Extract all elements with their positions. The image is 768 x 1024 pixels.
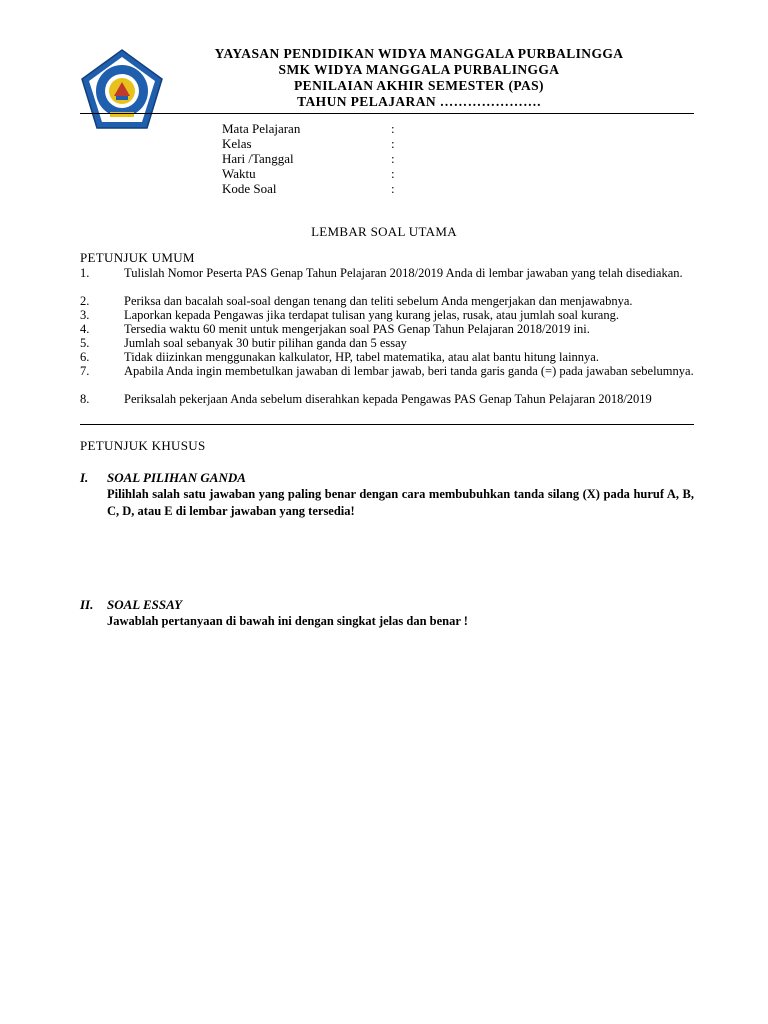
main-title: LEMBAR SOAL UTAMA (311, 224, 457, 239)
section-number-2: II. (80, 597, 94, 612)
instruction-item: Tulislah Nomor Peserta PAS Genap Tahun Pelajaran 2018/2019 Anda di lembar jawaban yang telah disediakan. (124, 266, 683, 280)
instruction-item: Periksalah pekerjaan Anda sebelum diserahkan kepada Pengawas PAS Genap Tahun Pelajaran 2018/2019 (124, 392, 652, 406)
instruction-item: Jumlah soal sebanyak 30 butir pilihan ganda dan 5 essay (124, 336, 407, 350)
instruction-number: 4. (80, 322, 90, 336)
info-colon: : (391, 136, 395, 151)
instruction-number: 1. (80, 266, 90, 280)
instruction-number: 3. (80, 308, 90, 322)
header-divider (80, 113, 694, 114)
instruction-number: 2. (80, 294, 90, 308)
section-number-1: I. (80, 470, 89, 485)
header-school-name: SMK WIDYA MANGGALA PURBALINGGA (278, 62, 560, 77)
info-colon: : (391, 181, 395, 196)
instruction-number: 5. (80, 336, 90, 350)
header-academic-year: TAHUN PELAJARAN …………………. (297, 94, 541, 109)
school-logo (80, 48, 164, 132)
section-title-essay: SOAL ESSAY (107, 597, 183, 612)
header-foundation-name: YAYASAN PENDIDIKAN WIDYA MANGGALA PURBALINGGA (214, 46, 624, 61)
header-exam-name: PENILAIAN AKHIR SEMESTER (PAS) (294, 78, 544, 93)
info-label-class: Kelas (222, 136, 252, 151)
school-emblem-icon (80, 48, 164, 132)
section-title-multiple-choice: SOAL PILIHAN GANDA (107, 470, 246, 485)
info-label-day-date: Hari /Tanggal (222, 151, 294, 166)
info-colon: : (391, 166, 395, 181)
instruction-item: Laporkan kepada Pengawas jika terdapat tulisan yang kurang jelas, rusak, atau jumlah soal kurang. (124, 308, 619, 322)
instruction-item: Tersedia waktu 60 menit untuk mengerjakan soal PAS Genap Tahun Pelajaran 2018/2019 ini. (124, 322, 590, 336)
info-colon: : (391, 151, 395, 166)
instruction-item: Tidak diizinkan menggunakan kalkulator, HP, tabel matematika, atau alat bantu hitung lainnya. (124, 350, 599, 364)
instruction-number: 6. (80, 350, 90, 364)
instruction-item: Periksa dan bacalah soal-soal dengan tenang dan teliti sebelum Anda mengerjakan dan menjawabnya. (124, 294, 633, 308)
section-title-specific-instructions: PETUNJUK KHUSUS (80, 438, 206, 453)
section-divider (80, 424, 694, 425)
info-colon: : (391, 121, 395, 136)
section-title-general-instructions: PETUNJUK UMUM (80, 250, 195, 265)
instruction-item: Apabila Anda ingin membetulkan jawaban di lembar jawab, beri tanda garis ganda (=) pada jawaban sebelumnya. (124, 364, 694, 378)
info-label-subject: Mata Pelajaran (222, 121, 301, 136)
multiple-choice-instruction: Pilihlah salah satu jawaban yang paling benar dengan cara membubuhkan tanda silang (X) pada huruf A, B, C, D, atau E di lembar jawaban yang tersedia! (107, 487, 694, 518)
info-label-question-code: Kode Soal (222, 181, 277, 196)
info-label-time: Waktu (222, 166, 256, 181)
instruction-number: 7. (80, 364, 90, 378)
essay-instruction: Jawablah pertanyaan di bawah ini dengan singkat jelas dan benar ! (107, 614, 468, 628)
instruction-number: 8. (80, 392, 90, 406)
